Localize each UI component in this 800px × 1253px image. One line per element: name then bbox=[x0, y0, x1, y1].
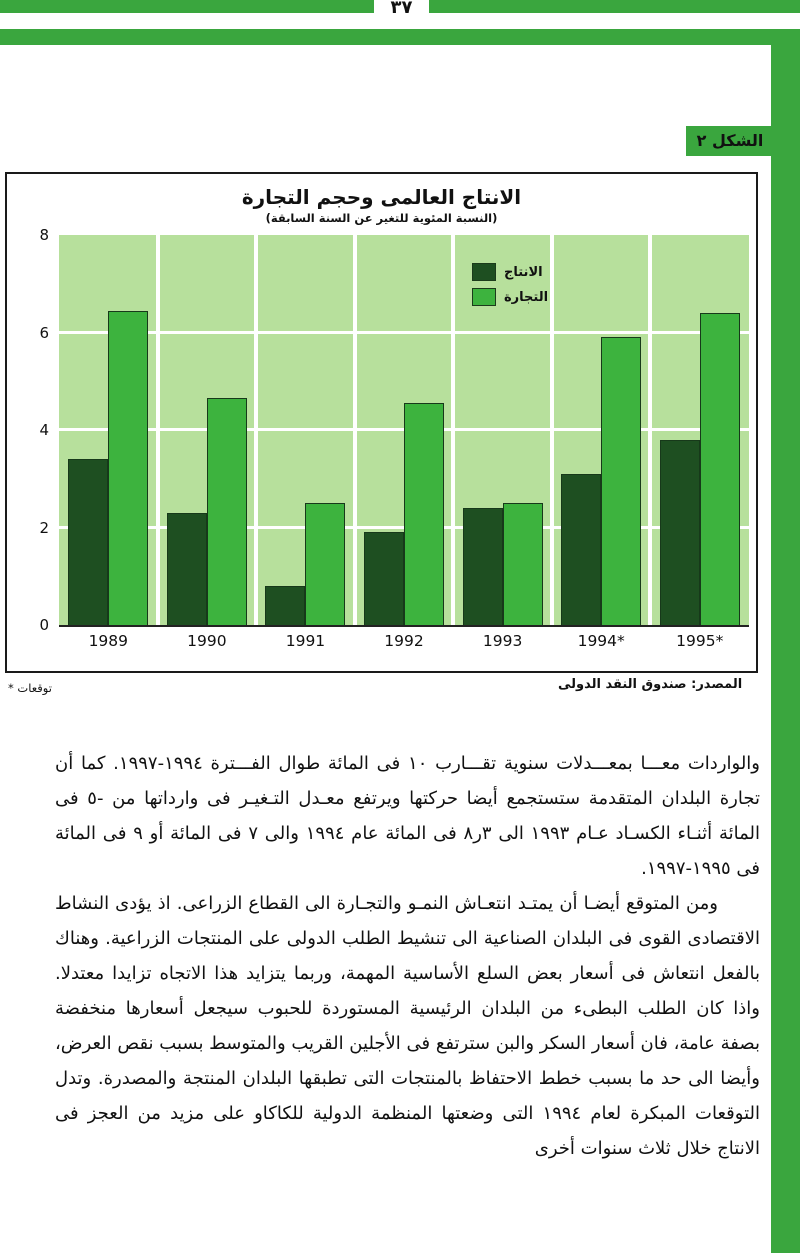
y-tick-label: 6 bbox=[39, 323, 49, 342]
bar-trade bbox=[404, 403, 444, 625]
bar-trade bbox=[108, 311, 148, 625]
x-label: 1989 bbox=[88, 632, 129, 650]
x-axis-labels bbox=[59, 632, 749, 650]
bar-group bbox=[552, 235, 651, 625]
legend-item-production bbox=[472, 263, 548, 281]
bar-groups bbox=[59, 235, 749, 625]
legend-swatch-production bbox=[472, 263, 496, 281]
y-axis bbox=[19, 226, 53, 634]
x-label: 1993 bbox=[482, 632, 523, 650]
bar-production bbox=[68, 459, 108, 625]
bar-group bbox=[256, 235, 355, 625]
chart-title: الانتاج العالمى وحجم التجارة bbox=[241, 185, 522, 209]
bar-trade bbox=[503, 503, 543, 625]
plot-area bbox=[59, 235, 749, 627]
y-tick-label: 8 bbox=[39, 226, 49, 244]
bar-group bbox=[158, 235, 257, 625]
y-tick-label: 0 bbox=[39, 616, 49, 634]
x-label: 1995* bbox=[676, 632, 724, 650]
top-band-left bbox=[0, 0, 374, 13]
bar-production bbox=[265, 586, 305, 625]
legend-swatch-trade bbox=[472, 288, 496, 306]
side-band bbox=[771, 29, 800, 1253]
bar-production bbox=[364, 532, 404, 625]
x-label: 1991 bbox=[285, 632, 326, 650]
chart-frame bbox=[5, 172, 758, 673]
x-label: 1994* bbox=[577, 632, 625, 650]
y-tick-label: 4 bbox=[39, 421, 49, 439]
bar-group bbox=[59, 235, 158, 625]
bar-trade bbox=[207, 398, 247, 625]
top-band-right bbox=[429, 0, 800, 13]
bar-production bbox=[561, 474, 601, 625]
bar-production bbox=[463, 508, 503, 625]
bar-group bbox=[355, 235, 454, 625]
header-band bbox=[0, 29, 800, 45]
bar-trade bbox=[601, 337, 641, 625]
legend-label: التجارة bbox=[504, 289, 549, 305]
bar-production bbox=[167, 513, 207, 625]
x-label: 1992 bbox=[384, 632, 424, 650]
bar-trade bbox=[305, 503, 345, 625]
figure-label: الشكل ٢ bbox=[686, 126, 800, 156]
page-number: ٣٧ bbox=[390, 0, 413, 18]
bar-group bbox=[650, 235, 749, 625]
source-note: المصدر: صندوق النقد الدولى bbox=[558, 677, 743, 692]
forecast-footnote: * توقعات bbox=[8, 681, 52, 695]
chart-subtitle: (النسبة المئوية للتغير عن السنة السابقة) bbox=[265, 211, 498, 225]
legend-label: الانتاج bbox=[504, 264, 543, 280]
paragraph: ومن المتوقع أيضـا أن يمتـد انتعـاش النمـو والتجـارة الى القطاع الزراعى. اذ يؤدى النشاط الاقتصادى القوى فى البلدان الصناعية الى تنشيط الطلب الدولى على المنتجات الزراعية. وهناك بالفعل انتعاش فى أسعار بعض السلع الأساسية المهمة، وربما يتزايد هذا الاتجاه تزايدا معتدلا. واذا كان الطلب البطىء من البلدان الرئيسية المستوردة للحبوب سيجعل أسعارها منخفضة بصفة عامة، فان أسعار السكر والبن سترتفع فى الأجلين القريب والمتوسط بسبب نقص العرض، وأيضا الى حد ما بسبب خطط الاحتفاظ بالمنتجات التى تطبقها البلدان المنتجة والمصدرة. وتدل التوقعات المبكرة لعام ١٩٩٤ التى وضعتها المنظمة الدولية للكاكاو على مزيد من العجز فى الانتاج خلال ثلاث سنوات أخرى bbox=[55, 893, 760, 1159]
paragraph: والواردات معـــا بمعـــدلات سنوية تقـــارب ١٠ فى المائة طوال الفـــترة ١٩٩٤-١٩٩٧. كما أن تجارة البلدان المتقدمة ستستجمع أيضا حركتها ويرتفع معـدل التـغيـر فى وارداتها من -٥ فى المائة أثنـاء الكسـاد عـام ١٩٩٣ الى ٣ر٨ فى المائة عام ١٩٩٤ والى ٧ فى المائة أو ٩ فى المائة فى ١٩٩٥-١٩٩٧. bbox=[55, 753, 760, 879]
body-text bbox=[55, 746, 760, 1253]
legend bbox=[472, 263, 548, 313]
x-label: 1990 bbox=[187, 632, 227, 650]
y-tick-label: 2 bbox=[39, 518, 49, 537]
bar-trade bbox=[700, 313, 740, 625]
bar-production bbox=[660, 440, 700, 625]
legend-item-trade bbox=[472, 288, 548, 306]
